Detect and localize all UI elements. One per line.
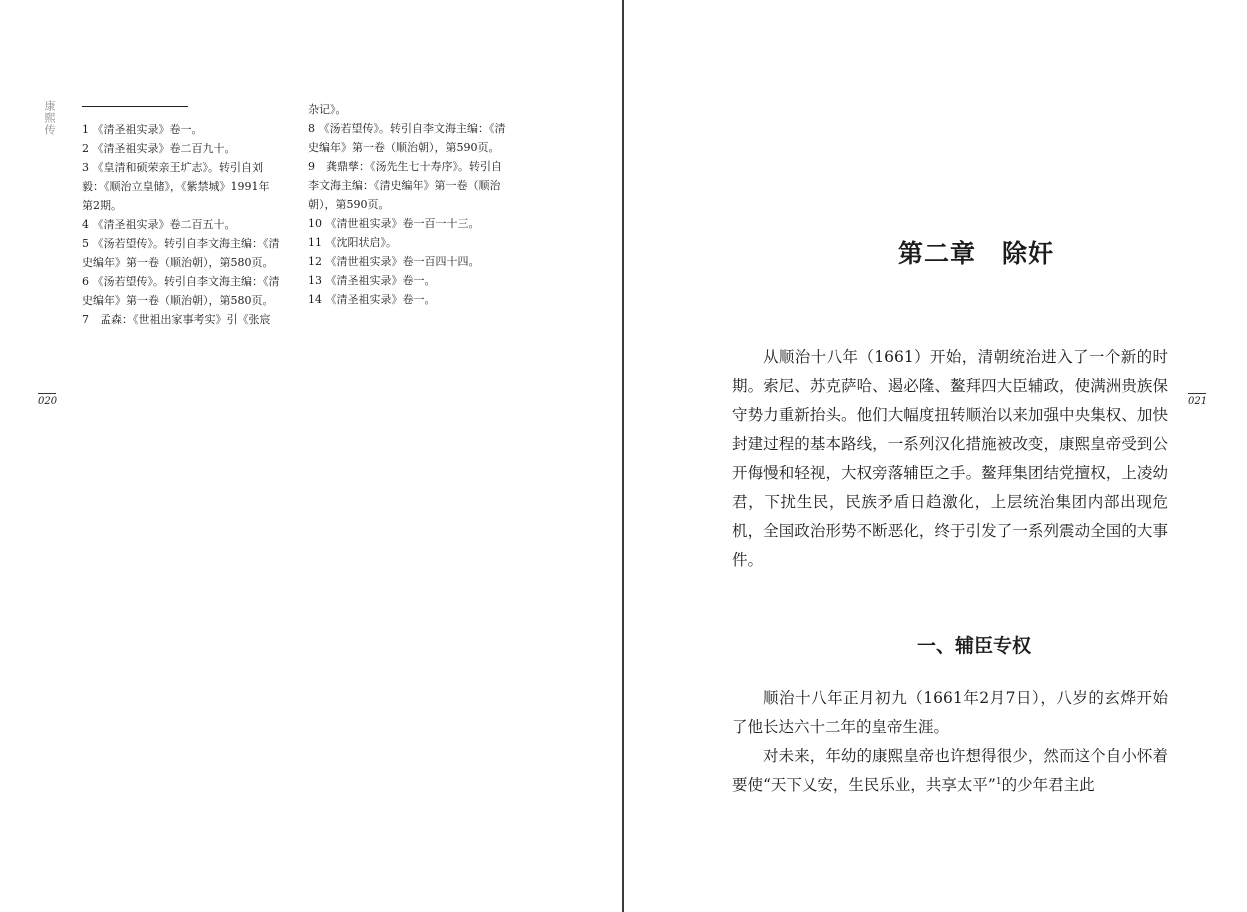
footnote-line: 14 《清圣祖实录》卷一。 <box>308 293 436 306</box>
folio-rule <box>38 393 56 394</box>
section-text <box>732 684 1168 800</box>
intro-paragraph: 从顺治十八年（1661）开始，清朝统治进入了一个新的时期。索尼、苏克萨哈、遏必隆、鳌拜四大臣辅政，使满洲贵族保守势力重新抬头。他们大幅度扭转顺治以来加强中央集权、加快封建过程的基本路线，一系列汉化措施被改变，康熙皇帝受到公开侮慢和轻视，大权旁落辅臣之手。鳌拜集团结党擅权，上凌幼君，下扰生民，民族矛盾日趋激化，上层统治集团内部出现危机，全国政治形势不断恶化，终于引发了一系列震动全国的大事件。 <box>732 348 1168 569</box>
footnotes-column-1 <box>82 120 280 329</box>
footnote-line: 11 《沈阳状启》。 <box>308 236 397 249</box>
body-paragraph-text: 对未来，年幼的康熙皇帝也许想得很少，然而这个自小怀着要使“天下乂安，生民乐业，共享太平” <box>732 747 1168 794</box>
body-paragraph: 顺治十八年正月初九（1661年2月7日），八岁的玄烨开始了他长达六十二年的皇帝生涯。 <box>732 689 1168 736</box>
footnote-line: 3 《皇清和硕荣亲王圹志》。转引自刘 <box>82 161 263 174</box>
page-number-right <box>1188 393 1210 408</box>
footnote-line: 史编年》第一卷（顺治朝），第580页。 <box>82 294 274 307</box>
footnote-line: 10 《清世祖实录》卷一百一十三。 <box>308 217 480 230</box>
page-number-text: 020 <box>38 396 58 407</box>
footnote-marker[interactable]: 1 <box>995 776 1002 787</box>
footnote-line: 毅：《顺治立皇储》，《紫禁城》1991年 <box>82 180 270 193</box>
footnote-line: 史编年》第一卷（顺治朝），第580页。 <box>82 256 274 269</box>
page-number-text: 021 <box>1188 396 1208 407</box>
footnote-line: 8 《汤若望传》。转引自李文海主编：《清 <box>308 122 506 135</box>
running-head: 康熙传 <box>43 100 56 136</box>
section-title: 一、辅臣专权 <box>916 635 1031 657</box>
body-paragraph <box>732 742 1168 800</box>
footnote-line: 杂记》。 <box>308 103 347 116</box>
page-number-left <box>38 393 60 408</box>
footnote-line: 2 《清圣祖实录》卷二百九十。 <box>82 142 236 155</box>
footnote-line: 朝），第590页。 <box>308 198 390 211</box>
body-paragraph-tail: 的少年君主此 <box>1001 776 1095 794</box>
chapter-title: 第二章 除奸 <box>897 239 1054 268</box>
footnote-line: 1 《清圣祖实录》卷一。 <box>82 123 203 136</box>
footnote-line: 史编年》第一卷（顺治朝），第590页。 <box>308 141 500 154</box>
folio-rule <box>1188 393 1206 394</box>
footnote-line: 李文海主编：《清史编年》第一卷（顺治 <box>308 179 501 192</box>
footnote-line: 12 《清世祖实录》卷一百四十四。 <box>308 255 480 268</box>
footnote-rule <box>82 106 188 107</box>
footnote-line: 5 《汤若望传》。转引自李文海主编：《清 <box>82 237 280 250</box>
footnote-line: 第2期。 <box>82 199 122 212</box>
intro-text <box>732 343 1168 575</box>
footnotes-column-2 <box>308 100 506 309</box>
footnote-line: 13 《清圣祖实录》卷一。 <box>308 274 436 287</box>
footnote-line: 9 龚鼎孳：《汤先生七十寿序》。转引自 <box>308 160 502 173</box>
footnote-line: 7 孟森：《世祖出家事考实》引《张宸 <box>82 313 271 326</box>
footnote-line: 6 《汤若望传》。转引自李文海主编：《清 <box>82 275 280 288</box>
footnote-line: 4 《清圣祖实录》卷二百五十。 <box>82 218 236 231</box>
